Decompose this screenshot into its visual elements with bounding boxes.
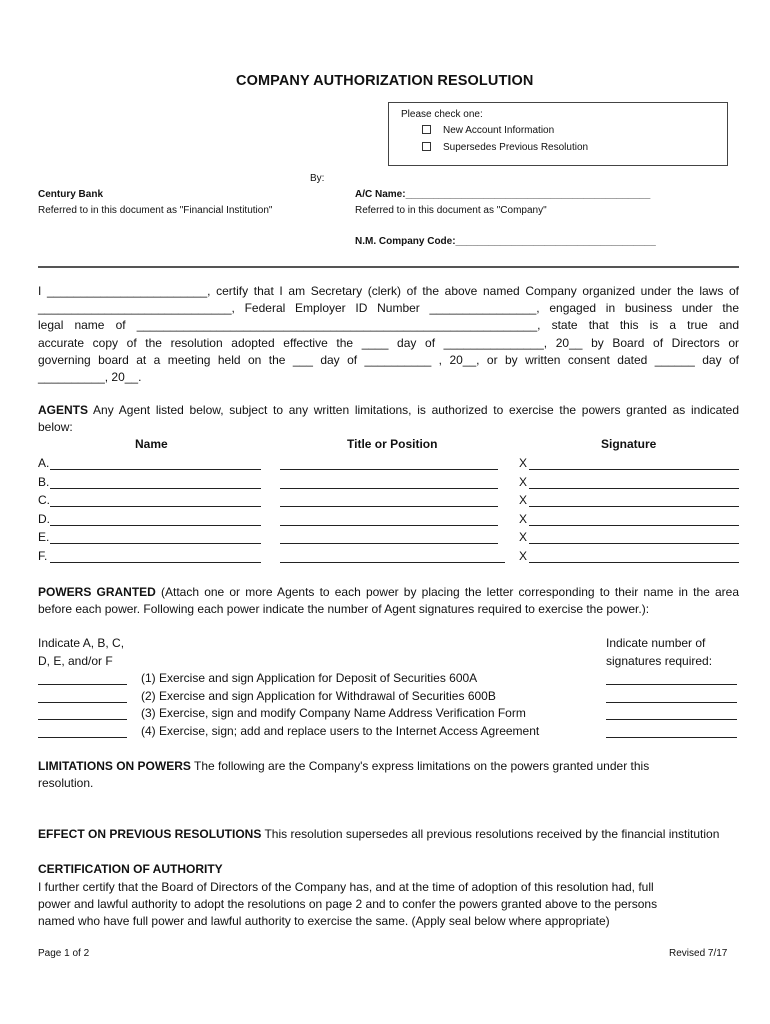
- agents-col-name: Name: [135, 437, 168, 451]
- power-item: (3) Exercise, sign and modify Company Name Address Verification Form: [141, 706, 526, 720]
- certification-line: I further certify that the Board of Directors of the Company has, and at the time of adoption of this resolution had, full: [38, 880, 654, 894]
- agent-name-field[interactable]: [50, 562, 261, 563]
- power-item: (2) Exercise and sign Application for Withdrawal of Securities 600B: [141, 689, 496, 703]
- limitations-text: The following are the Company's express limitations on the powers granted under this: [190, 759, 650, 773]
- signature-x-mark: X: [519, 512, 528, 526]
- powers-text-line2: before each power. Following each power indicate the number of Agent signatures required to exercise the power.):: [38, 602, 650, 617]
- agent-letter: B.: [38, 475, 50, 489]
- agents-text: Any Agent listed below, subject to any written limitations, is authorized to exercise the powers granted as indicated: [88, 403, 739, 417]
- signature-x-mark: X: [519, 549, 528, 563]
- indicate-letters-label: Indicate A, B, C,: [38, 636, 125, 650]
- certify-line: __________, 20__.: [38, 369, 142, 384]
- certification-heading: CERTIFICATION OF AUTHORITY: [38, 862, 223, 876]
- revision-date: Revised 7/17: [669, 948, 728, 959]
- power-item: (1) Exercise and sign Application for Deposit of Securities 600A: [141, 671, 478, 685]
- certify-line: _____________________________, Federal Employer ID Number ________________, engaged in business under the: [38, 301, 739, 316]
- effect-text: This resolution supersedes all previous resolutions received by the financial institution: [261, 827, 720, 841]
- powers-heading: POWERS GRANTED: [38, 585, 156, 599]
- by-label: By:: [310, 173, 325, 184]
- signatures-required-field[interactable]: [606, 684, 737, 685]
- check-one-panel: [388, 102, 728, 166]
- agent-letters-field[interactable]: [38, 702, 127, 703]
- section-divider: [38, 266, 739, 268]
- powers-text: (Attach one or more Agents to each power by placing the letter corresponding to their name in the area: [155, 585, 739, 599]
- new-account-option[interactable]: [422, 125, 554, 136]
- agents-intro: [38, 402, 739, 436]
- signatures-required-field[interactable]: [606, 702, 737, 703]
- indicate-signatures-label: Indicate number of: [606, 636, 706, 650]
- agent-signature-field[interactable]: [529, 506, 739, 507]
- indicate-letters-label-2: D, E, and/or F: [38, 654, 113, 668]
- agent-letters-field[interactable]: [38, 737, 127, 738]
- signatures-required-field[interactable]: [606, 737, 737, 738]
- agent-signature-field[interactable]: [529, 469, 739, 470]
- new-account-label: New Account Information: [443, 125, 555, 136]
- agent-name-field[interactable]: [50, 543, 261, 544]
- supersedes-checkbox[interactable]: [422, 142, 431, 151]
- check-prompt: Please check one:: [401, 109, 483, 120]
- agent-letters-field[interactable]: [38, 684, 127, 685]
- supersedes-option[interactable]: [422, 142, 588, 153]
- agent-signature-field[interactable]: [529, 525, 739, 526]
- certification-text: [38, 879, 718, 931]
- agents-col-title: Title or Position: [347, 437, 438, 451]
- certify-line: accurate copy of the resolution adopted effective the ____ day of _______________, 20__ by Board of Directors or: [38, 335, 739, 350]
- agent-letter: C.: [38, 493, 50, 507]
- effect-section: [38, 827, 719, 841]
- agent-name-field[interactable]: [50, 488, 261, 489]
- agent-name-field[interactable]: [50, 469, 261, 470]
- agent-title-field[interactable]: [280, 525, 498, 526]
- agents-col-signature: Signature: [601, 437, 657, 451]
- agent-letters-field[interactable]: [38, 719, 127, 720]
- signature-x-mark: X: [519, 530, 528, 544]
- agent-signature-field[interactable]: [529, 488, 739, 489]
- agents-text-line2: below:: [38, 420, 73, 435]
- signature-x-mark: X: [519, 475, 528, 489]
- company-referred-text: Referred to in this document as "Company": [355, 205, 547, 216]
- agents-heading: AGENTS: [38, 403, 89, 417]
- certify-line: I ________________________, certify that I am Secretary (clerk) of the above named Company organized under the laws of: [38, 284, 739, 298]
- agent-signature-field[interactable]: [529, 543, 739, 544]
- agent-letter: D.: [38, 512, 50, 526]
- indicate-signatures-label-2: signatures required:: [606, 654, 713, 668]
- power-item: (4) Exercise, sign; add and replace users to the Internet Access Agreement: [141, 724, 540, 738]
- agent-letter: F.: [38, 549, 48, 563]
- signature-x-mark: X: [519, 493, 528, 507]
- limitations-heading: LIMITATIONS ON POWERS: [38, 759, 191, 773]
- agent-title-field[interactable]: [280, 506, 498, 507]
- certify-line: governing board at a meeting held on the ___ day of __________ , 20__, or by written consent dated ______ day of: [38, 352, 739, 367]
- agent-title-field[interactable]: [280, 488, 498, 489]
- effect-heading: EFFECT ON PREVIOUS RESOLUTIONS: [38, 827, 262, 841]
- bank-name: Century Bank: [38, 189, 104, 200]
- agent-title-field[interactable]: [280, 469, 498, 470]
- agent-letter: A.: [38, 456, 50, 470]
- limitations-section: [38, 758, 739, 792]
- signature-x-mark: X: [519, 456, 528, 470]
- certification-line: power and lawful authority to adopt the resolutions on page 2 and to confer the powers granted above to the persons: [38, 897, 658, 912]
- powers-intro: [38, 584, 739, 618]
- agent-signature-field[interactable]: [529, 562, 739, 563]
- page-number: Page 1 of 2: [38, 948, 90, 959]
- certify-line: legal name of ____________________________________________________________, state that this is a true and: [38, 318, 739, 333]
- agent-name-field[interactable]: [50, 506, 261, 507]
- supersedes-label: Supersedes Previous Resolution: [443, 142, 589, 153]
- limitations-text-line2: resolution.: [38, 776, 94, 791]
- agent-name-field[interactable]: [50, 525, 261, 526]
- document-title: COMPANY AUTHORIZATION RESOLUTION: [236, 73, 534, 89]
- bank-referred-text: Referred to in this document as "Financial Institution": [38, 205, 273, 216]
- agent-letter: E.: [38, 530, 50, 544]
- agent-title-field[interactable]: [280, 562, 505, 563]
- signatures-required-field[interactable]: [606, 719, 737, 720]
- nm-company-code-field[interactable]: N.M. Company Code:____________________________________: [355, 236, 656, 247]
- certify-paragraph: [38, 283, 739, 386]
- certification-line: named who have full power and lawful authority to exercise the same. (Apply seal below where appropriate): [38, 914, 610, 929]
- ac-name-field[interactable]: A/C Name:____________________________________________: [355, 189, 651, 200]
- agent-title-field[interactable]: [280, 543, 498, 544]
- new-account-checkbox[interactable]: [422, 125, 431, 134]
